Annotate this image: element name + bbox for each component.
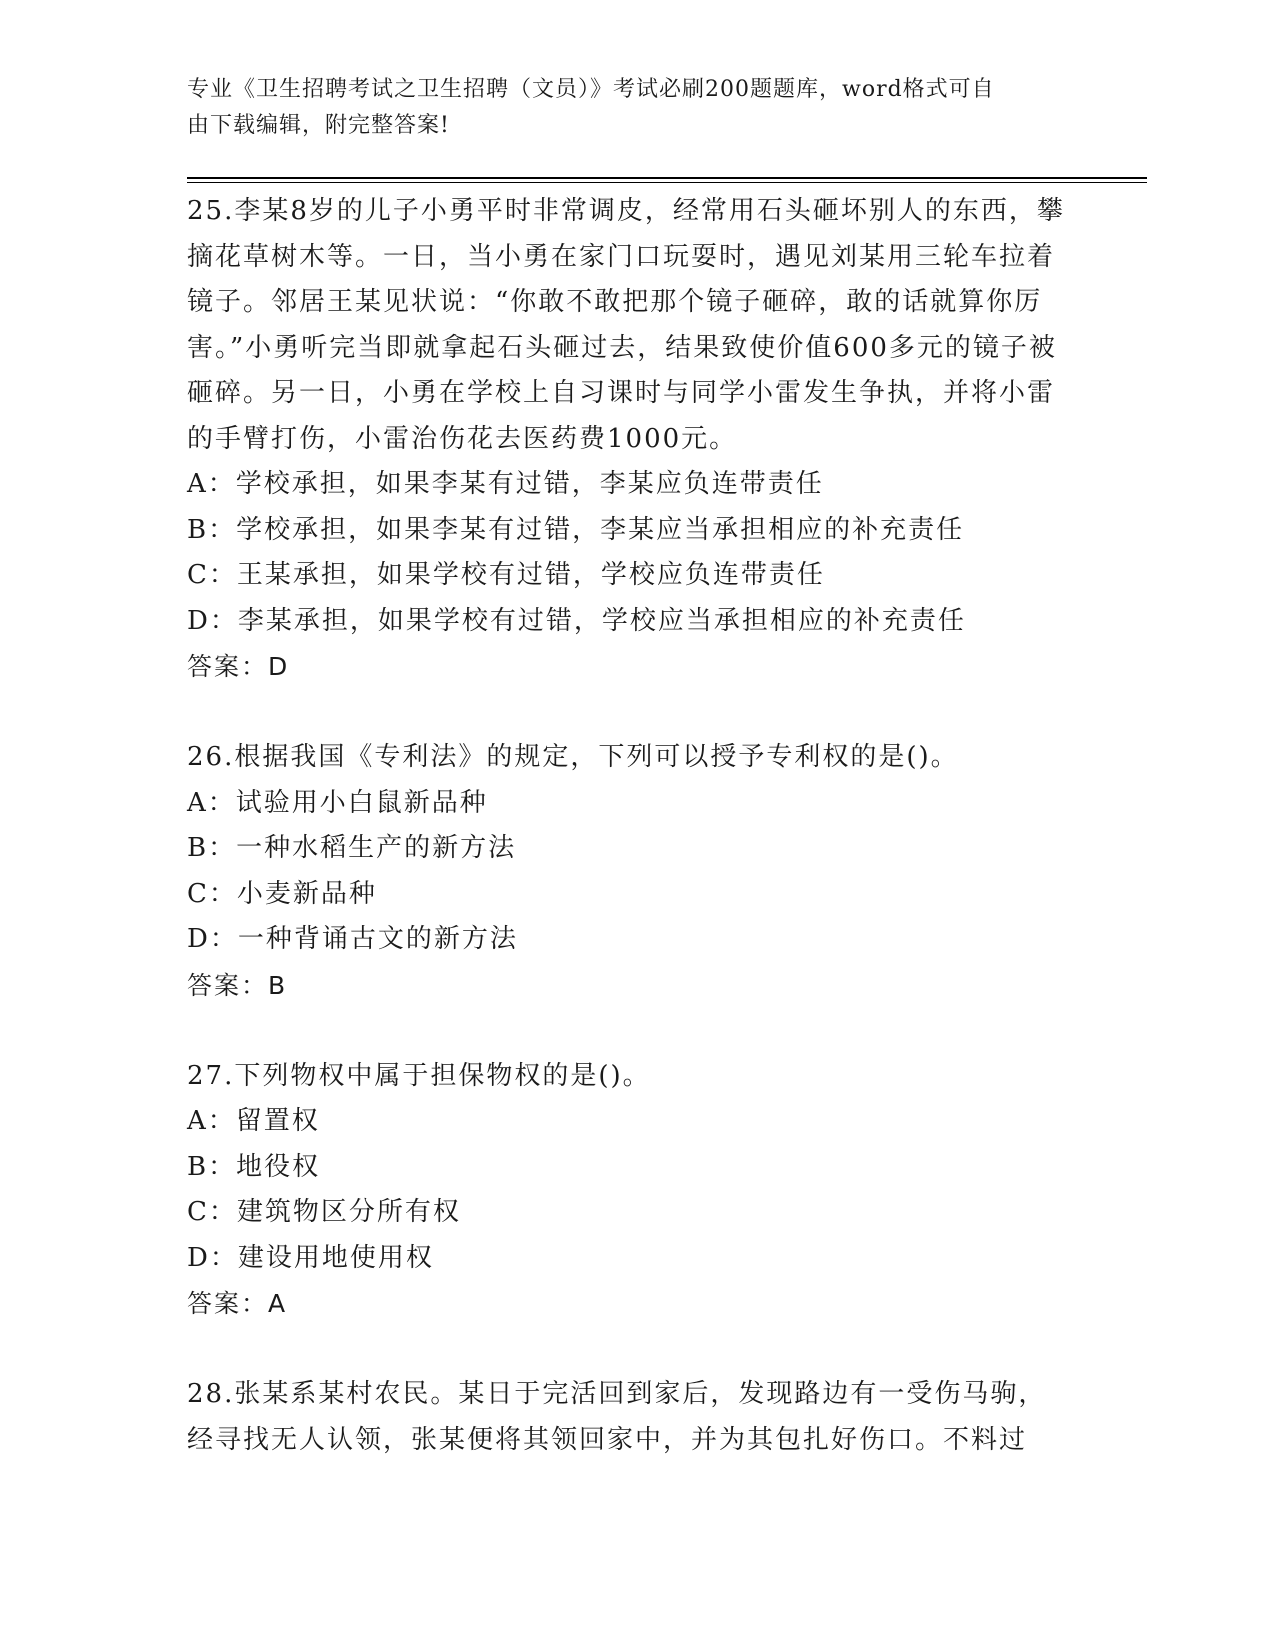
- option-a: A：学校承担，如果李某有过错，李某应负连带责任: [187, 469, 824, 499]
- option-c: C：建筑物区分所有权: [187, 1197, 461, 1227]
- header-divider-thin: [187, 182, 1147, 183]
- header-line-1: 专业《卫生招聘考试之卫生招聘（文员）》考试必刷200题题库，word格式可自: [187, 77, 995, 102]
- option-c: C：小麦新品种: [187, 878, 377, 909]
- question-text: 25.李某8岁的儿子小勇平时非常调皮，经常用石头砸坏别人的东西，攀摘花草树木等。一日，当小勇在家门口玩耍时，遇见刘某用三轮车拉着镜子。邻居王某见状说：“你敢不敢把那个镜子砸碎，敢的话就算你厉害。”小勇听完当即就拿起石头砸过去，结果致使价值600多元的镜子被砸碎。另一日，小勇在学校上自习课时与同学小雷发生争执，并将小雷的手臂打伤，小雷治伤花去医药费1000元。: [187, 196, 1065, 454]
- option-c: C：王某承担，如果学校有过错，学校应负连带责任: [187, 560, 825, 590]
- question-27: [187, 1054, 1067, 1327]
- question-26: [187, 735, 1067, 1008]
- option-b: B：一种水稻生产的新方法: [187, 833, 517, 863]
- answer: 答案：B: [187, 970, 288, 1000]
- answer: 答案：D: [187, 652, 290, 681]
- option-a: A：留置权: [187, 1106, 320, 1136]
- question-list: [187, 189, 1067, 1463]
- option-a: A：试验用小白鼠新品种: [187, 787, 488, 818]
- header-divider-thick: [187, 177, 1147, 179]
- spacer: [187, 1008, 1067, 1054]
- option-b: B：学校承担，如果李某有过错，李某应当承担相应的补充责任: [187, 514, 965, 545]
- document-header: [187, 72, 1067, 144]
- question-text: 26.根据我国《专利法》的规定，下列可以授予专利权的是()。: [187, 742, 959, 772]
- question-text: 27.下列物权中属于担保物权的是()。: [187, 1060, 651, 1091]
- answer: 答案：A: [187, 1289, 288, 1318]
- question-28: [187, 1372, 1067, 1463]
- spacer: [187, 690, 1067, 736]
- option-b: B：地役权: [187, 1151, 321, 1182]
- option-d: D：建设用地使用权: [187, 1242, 434, 1273]
- option-d: D：李某承担，如果学校有过错，学校应当承担相应的补充责任: [187, 605, 966, 636]
- question-25: [187, 189, 1067, 690]
- header-line-2: 由下载编辑，附完整答案!: [187, 113, 450, 138]
- question-text: 28.张某系某村农民。某日于完活回到家后，发现路边有一受伤马驹，经寻找无人认领，张某便将其领回家中，并为其包扎好伤口。不料过: [187, 1379, 1047, 1455]
- option-d: D：一种背诵古文的新方法: [187, 924, 518, 954]
- spacer: [187, 1327, 1067, 1373]
